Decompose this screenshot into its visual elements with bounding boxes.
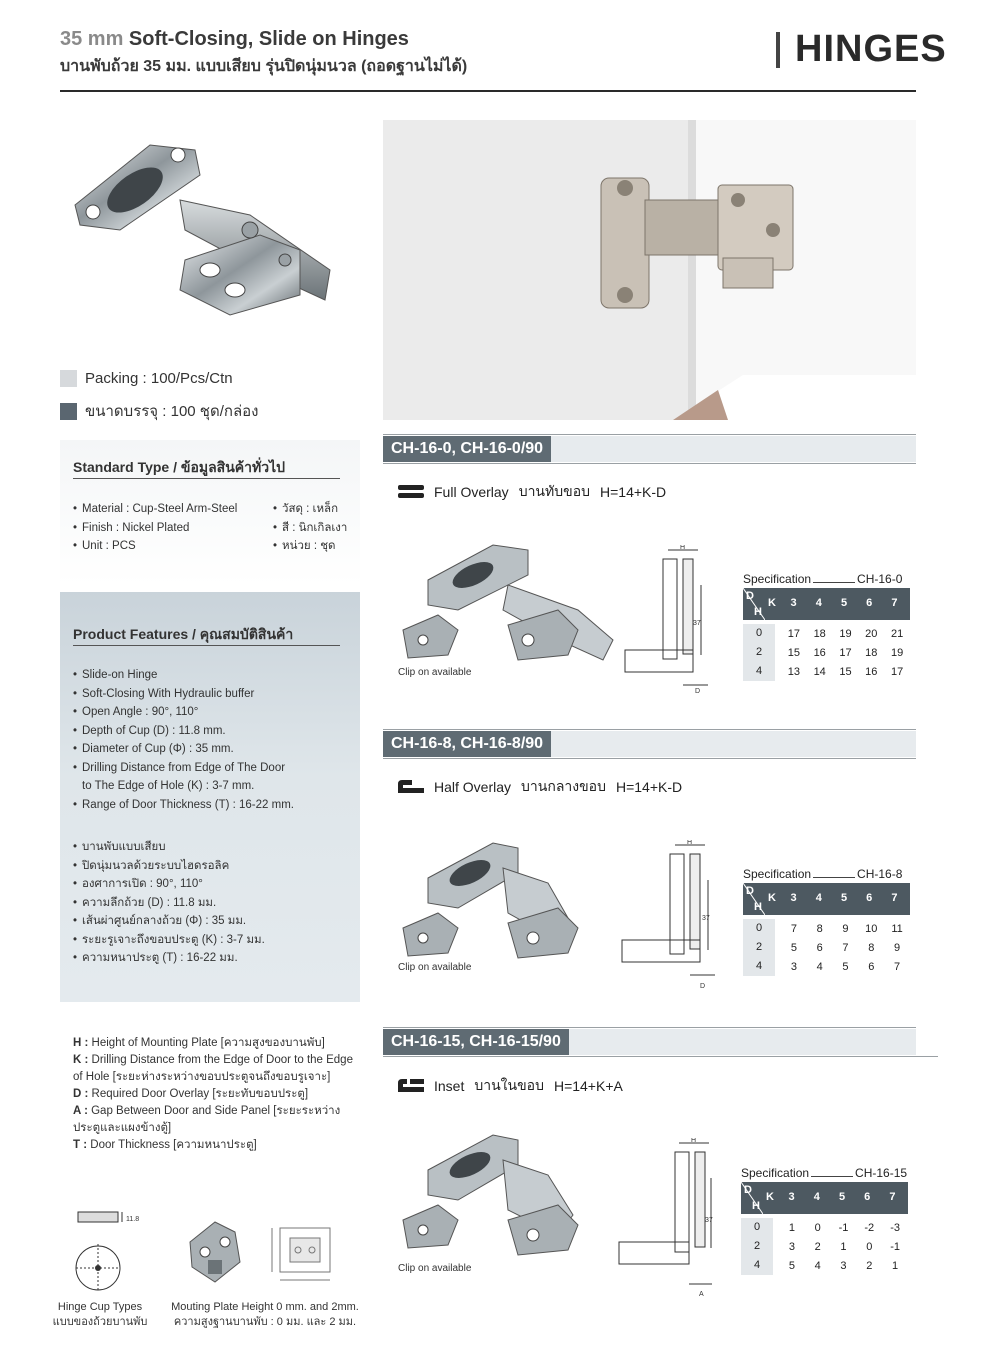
k-value: 4 — [815, 597, 822, 609]
k-value: 4 — [813, 1191, 820, 1203]
header-rule — [60, 90, 916, 92]
standard-type-list-en — [73, 500, 237, 556]
dim-37-label: 37 — [705, 1217, 713, 1224]
list-item: • สี : นิกเกิลเงา — [273, 519, 347, 538]
list-item: • ระยะรูเจาะถึงขอบประตู (K) : 3-7 มม. — [73, 931, 265, 950]
k-value: 6 — [866, 892, 873, 904]
clip-caption: Clip on available — [398, 1263, 472, 1274]
standard-type-title: Standard Type / ข้อมูลสินค้าทั่วไป — [73, 459, 286, 475]
list-item: • องศาการเปิด : 90°, 110° — [73, 875, 265, 894]
product-code-tab: CH-16-15, CH-16-15/90 — [383, 1029, 569, 1055]
header-h: H — [754, 606, 762, 618]
cell: 1 — [840, 1240, 847, 1253]
list-item: • Finish : Nickel Plated — [73, 519, 237, 538]
caption-en: Mouting Plate Height 0 mm. and 2mm. — [171, 1301, 359, 1313]
row-h: 2 — [741, 1237, 773, 1256]
cell: 7 — [842, 941, 849, 954]
dim-h-label: H — [691, 1138, 697, 1144]
cell: 11 — [891, 922, 903, 935]
hinge-clip-illustration — [398, 838, 623, 968]
section-divider — [776, 32, 780, 68]
list-item-text: Drilling Distance from Edge of The Door — [82, 761, 286, 774]
cell: 0 — [866, 1240, 873, 1253]
list-item: • ปิดนุ่มนวลด้วยระบบไฮดรอลิค — [73, 857, 265, 876]
cell: 7 — [790, 922, 797, 935]
overlay-formula: H=14+K+A — [553, 1078, 623, 1094]
dimension-legend — [73, 1035, 353, 1154]
list-item: • หน่วย : ชุด — [273, 537, 347, 556]
section-rule — [383, 463, 916, 464]
spec-table — [743, 588, 910, 681]
cup-depth-label: 11.8 — [126, 1216, 140, 1223]
legend-text: Drilling Distance from the Edge of Door to the Edge of Hole [ระยะห่างระหว่างขอบประตูจนถึงขอบรูเจาะ] — [73, 1054, 353, 1083]
table-row — [741, 1256, 908, 1275]
row-h: 0 — [741, 1218, 773, 1237]
mounting-plate-photo — [180, 1212, 250, 1292]
cell: -2 — [864, 1221, 875, 1234]
list-item: • Open Angle : 90°, 110° — [73, 703, 294, 722]
cell: -1 — [838, 1221, 849, 1234]
packing-en-text: Packing : 100/Pcs/Ctn — [85, 370, 233, 387]
cell: 7 — [894, 960, 901, 973]
dim-h-label: H — [680, 545, 686, 551]
cell: 3 — [788, 1240, 795, 1253]
product-features-list-th — [73, 838, 265, 968]
cell: 1 — [892, 1259, 899, 1272]
page-subtitle-thai: บานพับถ้วย 35 มม. แบบเสียบ รุ่นปิดนุ่มนวล (ถอดฐานไม่ได้) — [60, 58, 468, 75]
spec-table-body — [743, 624, 910, 681]
cell: 15 — [839, 665, 852, 678]
overlay-formula: H=14+K-D — [600, 484, 667, 500]
cell: 13 — [787, 665, 801, 678]
table-row — [743, 662, 910, 681]
spec-code: CH-16-0 — [857, 572, 903, 586]
page-title — [60, 28, 409, 51]
table-row — [743, 624, 910, 643]
header-k: K — [768, 597, 776, 609]
legend-item-h — [73, 1035, 353, 1052]
cell: 17 — [787, 627, 801, 640]
cell: 6 — [868, 960, 875, 973]
cell: 15 — [787, 646, 801, 659]
section-rule — [383, 1056, 938, 1057]
table-row — [743, 957, 910, 976]
cell: 9 — [894, 941, 901, 954]
overlay-name-th: บานในขอบ — [474, 1077, 544, 1093]
dim-37-label: 37 — [702, 915, 710, 922]
spec-label — [743, 572, 902, 586]
cell: 18 — [865, 646, 878, 659]
product-features-list-en — [73, 666, 294, 814]
dimension-drawing — [620, 840, 723, 990]
spec-table-body — [741, 1218, 908, 1275]
spec-code: CH-16-15 — [855, 1166, 908, 1180]
header-k: K — [766, 1191, 774, 1203]
product-code-tab: CH-16-0, CH-16-0/90 — [383, 436, 551, 462]
row-h: 4 — [741, 1256, 773, 1275]
list-item: • Range of Door Thickness (T) : 16-22 mm. — [73, 796, 294, 815]
table-row — [741, 1218, 908, 1237]
cell: 8 — [868, 941, 875, 954]
dimension-drawing — [617, 1138, 723, 1298]
row-h: 0 — [743, 624, 775, 643]
caption-th: แบบของถ้วยบานพับ — [52, 1316, 148, 1328]
cell: 2 — [814, 1240, 821, 1253]
list-item: • Depth of Cup (D) : 11.8 mm. — [73, 722, 294, 741]
cell: 10 — [865, 922, 878, 935]
section-rule — [383, 758, 916, 759]
cell: 18 — [813, 627, 826, 640]
list-item: • ความหนาประตู (T) : 16-22 มม. — [73, 949, 265, 968]
legend-key: D : — [73, 1088, 89, 1100]
row-h: 2 — [743, 938, 775, 957]
legend-key: T : — [73, 1139, 88, 1151]
cell: 2 — [866, 1259, 873, 1272]
section-rule — [383, 729, 916, 730]
header-d: D — [746, 590, 754, 602]
product-features-rule — [73, 645, 340, 646]
clip-caption: Clip on available — [398, 667, 472, 678]
packing-th-text: ขนาดบรรจุ : 100 ชุด/กล่อง — [85, 403, 259, 420]
cell: 5 — [790, 941, 797, 954]
list-item: • Soft-Closing With Hydraulic buffer — [73, 685, 294, 704]
spec-label — [741, 1166, 907, 1180]
legend-text: Gap Between Door and Side Panel [ระยะระหว่างประตูและแผงข้างตู้] — [73, 1105, 341, 1134]
header-d: D — [746, 885, 754, 897]
cell: 9 — [842, 922, 849, 935]
dim-bottom-label: A — [699, 1291, 704, 1298]
overlay-formula: H=14+K-D — [615, 779, 683, 795]
legend-text: Required Door Overlay [ระยะทับขอบประตู] — [88, 1088, 309, 1100]
list-item: • เส้นผ่าศูนย์กลางถ้วย (Φ) : 35 มม. — [73, 912, 265, 931]
row-h: 0 — [743, 919, 775, 938]
list-item: • Slide-on Hinge — [73, 666, 294, 685]
list-item: • วัสดุ : เหล็ก — [273, 500, 347, 519]
k-value: 7 — [889, 1191, 896, 1203]
cell: -3 — [890, 1221, 900, 1234]
row-h: 4 — [743, 957, 775, 976]
legend-item-a — [73, 1103, 353, 1137]
list-item — [73, 759, 294, 796]
table-row — [743, 919, 910, 938]
k-value: 3 — [790, 597, 797, 609]
header-k-values — [781, 597, 907, 609]
spec-table — [743, 883, 910, 976]
list-item: • บานพับแบบเสียบ — [73, 838, 265, 857]
overlay-type-line — [398, 481, 666, 503]
spec-leader — [813, 877, 855, 878]
section-rule — [383, 1027, 916, 1028]
hinge-cup-diagram — [60, 1208, 150, 1303]
list-item: • Diameter of Cup (Φ) : 35 mm. — [73, 740, 294, 759]
overlay-name-th: บานกลางขอบ — [521, 778, 606, 794]
k-value: 3 — [788, 1191, 795, 1203]
overlay-name: Half Overlay — [434, 779, 512, 795]
header-h: H — [754, 901, 762, 913]
standard-type-list-th — [273, 500, 347, 556]
k-value: 7 — [891, 597, 898, 609]
dim-bottom-label: D — [700, 983, 706, 990]
hinge-product-image — [60, 120, 360, 350]
spec-label-text: Specification — [741, 1166, 810, 1180]
overlay-type-line — [398, 1075, 623, 1097]
header-k: K — [768, 892, 776, 904]
k-value: 5 — [840, 597, 848, 609]
legend-key: A : — [73, 1105, 88, 1117]
spec-table-header — [743, 588, 910, 620]
header-h: H — [752, 1200, 760, 1212]
overlay-name: Inset — [434, 1078, 465, 1094]
header-k-values — [779, 1191, 905, 1203]
cell: 16 — [865, 665, 878, 678]
cell: 5 — [842, 960, 849, 973]
cell: 3 — [790, 960, 797, 973]
legend-item-k — [73, 1052, 353, 1086]
list-item: • Unit : PCS — [73, 537, 237, 556]
spec-table-body — [743, 919, 910, 976]
k-value: 7 — [891, 892, 898, 904]
hinge-clip-illustration — [398, 540, 623, 670]
legend-key: H : — [73, 1037, 89, 1049]
k-value: 6 — [866, 597, 873, 609]
mounting-plate-drawing — [268, 1218, 346, 1288]
k-value: 5 — [840, 892, 848, 904]
packing-swatch-light — [60, 370, 77, 387]
installed-hinge-photo — [383, 120, 916, 420]
list-item-continuation: to The Edge of Hole (K) : 3-7 mm. — [82, 780, 255, 792]
caption-en: Hinge Cup Types — [57, 1301, 143, 1313]
cell: 20 — [865, 627, 878, 640]
mounting-plate-caption — [160, 1300, 370, 1330]
spec-code: CH-16-8 — [857, 867, 903, 881]
k-value: 5 — [838, 1191, 846, 1203]
k-value: 6 — [864, 1191, 871, 1203]
section-rule — [383, 434, 916, 435]
spec-label-text: Specification — [743, 572, 812, 586]
k-value: 4 — [815, 892, 822, 904]
cell: -1 — [890, 1240, 900, 1253]
hinge-clip-illustration — [398, 1130, 623, 1270]
table-row — [743, 643, 910, 662]
legend-key: K : — [73, 1054, 89, 1066]
spec-table — [741, 1182, 908, 1275]
half-overlay-icon — [398, 780, 424, 794]
clip-caption: Clip on available — [398, 962, 472, 973]
packing-en — [60, 370, 233, 387]
table-row — [741, 1237, 908, 1256]
section-title: HINGES — [795, 28, 947, 70]
cell: 19 — [890, 646, 904, 659]
spec-leader — [811, 1176, 853, 1177]
cell: 4 — [816, 960, 823, 973]
table-row — [743, 938, 910, 957]
packing-swatch-dark — [60, 403, 77, 420]
cell: 5 — [788, 1259, 795, 1272]
cell: 16 — [813, 646, 826, 659]
full-overlay-icon — [398, 485, 424, 499]
k-value: 3 — [790, 892, 797, 904]
spec-label — [743, 867, 902, 881]
title-text: Soft-Closing, Slide on Hinges — [123, 28, 409, 50]
legend-text: Door Thickness [ความหนาประตู] — [87, 1139, 257, 1151]
spec-label-text: Specification — [743, 867, 812, 881]
dim-37-label: 37 — [693, 620, 701, 627]
title-size: 35 mm — [60, 28, 124, 50]
list-item: • Material : Cup-Steel Arm-Steel — [73, 500, 237, 519]
overlay-type-line — [398, 776, 682, 798]
list-item: • ความลึกถ้วย (D) : 11.8 มม. — [73, 894, 265, 913]
product-code-tab: CH-16-8, CH-16-8/90 — [383, 731, 551, 757]
cell: 8 — [816, 922, 823, 935]
header-k-values — [781, 892, 907, 904]
spec-table-header — [741, 1182, 908, 1214]
caption-th: ความสูงฐานบานพับ : 0 มม. และ 2 มม. — [173, 1316, 357, 1328]
dim-h-label: H — [687, 840, 693, 846]
legend-item-d — [73, 1086, 353, 1103]
cell: 14 — [813, 665, 826, 678]
inset-icon — [398, 1079, 424, 1093]
cell: 0 — [814, 1221, 821, 1234]
cell: 4 — [814, 1259, 821, 1272]
cell: 3 — [840, 1259, 847, 1272]
overlay-name-th: บานทับขอบ — [518, 483, 590, 499]
standard-type-rule — [73, 478, 340, 479]
cell: 17 — [890, 665, 904, 678]
overlay-name: Full Overlay — [434, 484, 509, 500]
legend-item-t — [73, 1137, 353, 1154]
cell: 17 — [839, 646, 852, 659]
packing-th — [60, 399, 259, 423]
header-d: D — [744, 1184, 752, 1196]
row-h: 2 — [743, 643, 775, 662]
spec-leader — [813, 582, 855, 583]
spec-table-header — [743, 883, 910, 915]
hinge-cup-caption — [50, 1300, 150, 1330]
dimension-drawing — [623, 545, 723, 695]
dim-bottom-label: D — [695, 688, 701, 695]
cell: 21 — [890, 627, 904, 640]
cell: 19 — [839, 627, 852, 640]
product-features-title: Product Features / คุณสมบัติสินค้า — [73, 626, 294, 642]
cell: 6 — [816, 941, 823, 954]
row-h: 4 — [743, 662, 775, 681]
legend-text: Height of Mounting Plate [ความสูงของบานพับ] — [88, 1037, 325, 1049]
cell: 1 — [788, 1221, 795, 1234]
